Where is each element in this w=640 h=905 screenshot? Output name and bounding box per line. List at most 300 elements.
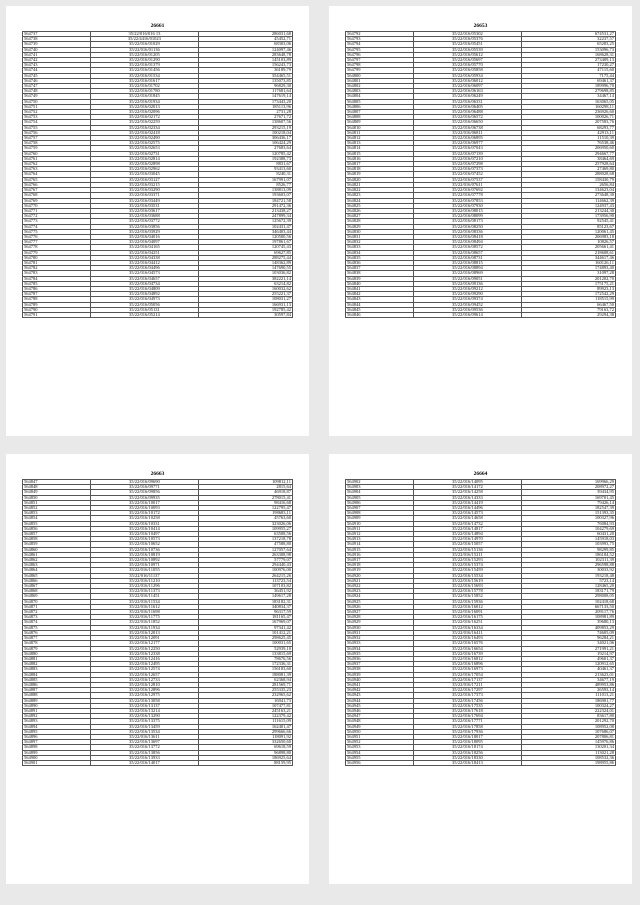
reference-code-cell: 35/22/016/07139 [414,151,521,156]
amount-cell: 47588,80 [198,542,292,547]
amount-cell: 188081,39 [198,672,292,677]
row-id-cell: 564905 [346,495,414,500]
reference-code-cell: 35/22/016/11296 [91,584,198,589]
amount-cell: 147619,14 [198,94,292,99]
row-id-cell: 564776 [23,234,91,239]
amount-cell: 174893,40 [521,266,615,271]
amount-cell: 79163,72 [521,307,615,312]
reference-code-cell: 35/22/016/11210 [91,578,198,583]
row-id-cell: 564915 [346,547,414,552]
reference-code-cell: 35/22/016/11137 [91,573,198,578]
amount-cell: 306436,17 [198,136,292,141]
row-id-cell: 564749 [23,94,91,99]
reference-code-cell: 35/22/016/13137 [91,703,198,708]
row-id-cell: 564806 [346,104,414,109]
row-id-cell: 564940 [346,677,414,682]
amount-cell: 169701,45 [521,495,615,500]
reference-code-cell: 35/22/016/16012 [414,604,521,609]
row-id-cell: 564803 [346,89,414,94]
row-id-cell: 564766 [23,182,91,187]
row-id-cell: 564801 [346,78,414,83]
reference-code-cell: 35/22/016/01617 [91,78,198,83]
reference-code-cell: 35/22/016/06249 [414,94,521,99]
reference-code-cell: 35/22/016/16973 [414,667,521,672]
reference-code-cell: 35/22/016/17535 [414,703,521,708]
reference-code-cell: 35/22/016/13697 [91,740,198,745]
row-id-cell: 564927 [346,610,414,615]
amount-cell: 148362,89 [198,260,292,265]
reference-code-cell: 35/22/016/07537 [414,177,521,182]
amount-cell: 125672,39 [198,219,292,224]
amount-cell: 160298,11 [521,104,615,109]
amount-cell: 213244,30 [521,208,615,213]
reference-code-cell: 35/22/016/15619 [414,578,521,583]
reference-code-cell: 35/22/016/03290 [91,188,198,193]
row-id-cell: 564877 [23,636,91,641]
amount-cell: 207583,76 [521,120,615,125]
row-id-cell: 564954 [346,750,414,755]
row-id-cell: 564853 [23,511,91,516]
row-id-cell: 564813 [346,141,414,146]
row-id-cell: 564805 [346,99,414,104]
row-id-cell: 564754 [23,120,91,125]
row-id-cell: 564768 [23,193,91,198]
amount-cell: 26593,14 [521,688,615,693]
amount-cell: 288275,44 [198,255,292,260]
row-id-cell: 564786 [23,286,91,291]
amount-cell: 60431,20 [521,532,615,537]
amount-cell: 181165,47 [198,615,292,620]
reference-code-cell: 35/22/016/10652 [91,542,198,547]
amount-cell: 247899,34 [198,214,292,219]
amount-cell: 36189,79 [198,68,292,73]
row-id-cell: 564783 [23,271,91,276]
row-id-cell: 564946 [346,708,414,713]
amount-cell: 255221,37 [198,292,292,297]
reference-code-cell: 35/22/016/14658 [414,516,521,521]
row-id-cell: 564831 [346,234,414,239]
row-id-cell: 564935 [346,651,414,656]
reference-code-cell: 35/22/016/14970 [414,537,521,542]
amount-cell: 158430,79 [521,177,615,182]
row-id-cell: 564772 [23,214,91,219]
amount-cell: 182547,39 [521,506,615,511]
row-id-cell: 564880 [23,651,91,656]
reference-code-cell: 35/22/016/01845 [91,94,198,99]
row-id-cell: 564923 [346,589,414,594]
reference-code-cell: 35/22/016/01136 [91,47,198,52]
reference-code-cell: 35/22/016/09690 [91,480,198,485]
amount-cell: 124097,46 [198,47,292,52]
reference-code-cell: 35/22/016/03371 [91,193,198,198]
amount-cell: 193603,07 [198,193,292,198]
amount-cell: 122379,42 [198,714,292,719]
row-id-cell: 564921 [346,578,414,583]
reference-code-cell: 35/22/016/03856 [91,224,198,229]
amount-cell: 279698,85 [521,89,615,94]
row-id-cell: 564815 [346,151,414,156]
reference-code-cell: 35/22/016/12013 [91,630,198,635]
row-id-cell: 564903 [346,485,414,490]
amount-cell: 133815,69 [198,651,292,656]
amount-cell: 52939,10 [198,646,292,651]
reference-code-cell: 35/22/016/01029 [91,42,198,47]
reference-code-cell: 35/22/016/05214 [91,312,198,317]
amount-cell: 156183,60 [198,667,292,672]
amount-cell: 183171,79 [521,589,615,594]
reference-code-cell: 35/22/016/02334 [91,125,198,130]
amount-cell: 257928,64 [521,162,615,167]
row-id-cell: 564785 [23,281,91,286]
amount-cell: 206983,18 [521,234,615,239]
amount-cell: 96317,59 [198,610,292,615]
row-id-cell: 564901 [23,760,91,765]
amount-cell: 11510,39 [521,136,615,141]
amount-cell: 201292,70 [521,719,615,724]
reference-code-cell: 35/22/016/06331 [414,99,521,104]
row-id-cell: 564926 [346,604,414,609]
reference-code-cell: 35/22/016/18330 [414,755,521,760]
reference-code-cell: 35/22/016/09856 [91,490,198,495]
row-id-cell: 564897 [23,740,91,745]
row-id-cell: 564792 [346,32,414,37]
row-id-cell: 564875 [23,625,91,630]
data-table [345,31,616,318]
reference-code-cell: 35/22/016/01205 [91,52,198,57]
amount-cell: 145103,89 [198,58,292,63]
amount-cell: 88159,95 [198,760,292,765]
reference-code-cell: 35/22/016/11373 [91,589,198,594]
reference-code-cell: 35/22/016/07298 [414,162,521,167]
table-body [346,480,616,766]
amount-cell: 169966,29 [521,480,615,485]
amount-cell: 63214,82 [198,281,292,286]
reference-code-cell: 35/22/016/08250 [414,224,521,229]
reference-code-cell: 35/22/016/09935 [91,495,198,500]
row-id-cell: 564743 [23,63,91,68]
amount-cell: 118515,99 [521,297,615,302]
reference-code-cell: 35/22/016/03045 [91,172,198,177]
row-id-cell: 564741 [23,52,91,57]
reference-code-cell: 35/22/016/14496 [414,506,521,511]
row-id-cell: 564889 [23,698,91,703]
amount-cell: 149617,28 [198,594,292,599]
reference-code-cell: 35/22/016/14894 [414,532,521,537]
amount-cell: 107686,07 [521,729,615,734]
row-id-cell: 564773 [23,219,91,224]
reference-code-cell: 35/22/016/08418 [414,234,521,239]
row-id-cell: 564819 [346,172,414,177]
amount-cell: 102311,39 [521,558,615,563]
amount-cell: 207806,81 [521,734,615,739]
reference-code-cell: 35/22/016/14258 [414,490,521,495]
amount-cell: 138607,56 [198,120,292,125]
row-id-cell: 564890 [23,703,91,708]
row-id-cell: 564808 [346,115,414,120]
row-id-cell: 564882 [23,662,91,667]
amount-cell: 109812,11 [198,480,292,485]
amount-cell: 2731,28 [198,110,292,115]
row-id-cell: 564887 [23,688,91,693]
row-id-cell: 564859 [23,542,91,547]
row-id-cell: 564852 [23,506,91,511]
reference-code-cell: 35/22/016/12338 [91,651,198,656]
reference-code-cell: 35/22/016/05131 [91,307,198,312]
amount-cell: 102418,68 [521,599,615,604]
amount-cell: 291472,36 [198,203,292,208]
row-id-cell: 564836 [346,260,414,265]
row-id-cell: 564823 [346,193,414,198]
amount-cell: 7175,44 [521,73,615,78]
row-id-cell: 564820 [346,177,414,182]
amount-cell: 163065,05 [521,99,615,104]
amount-cell: 114662,39 [521,198,615,203]
row-id-cell: 564800 [346,73,414,78]
row-id-cell: 564753 [23,115,91,120]
amount-cell: 40461,37 [521,667,615,672]
row-id-cell: 564747 [23,84,91,89]
row-id-cell: 564774 [23,224,91,229]
row-id-cell: 564796 [346,52,414,57]
amount-cell: 34021,06 [521,641,615,646]
reference-code-cell: 35/22/016/03617 [91,208,198,213]
reference-code-cell: 35/22/016/05612 [414,52,521,57]
amount-cell: 278015,41 [198,495,292,500]
amount-cell: 120745,43 [198,245,292,250]
reference-code-cell: 35/22/016/08173 [414,219,521,224]
reference-code-cell: 35/22/016/08969 [414,271,521,276]
reference-code-cell: 35/22/016/16654 [414,646,521,651]
row-id-cell: 564842 [346,292,414,297]
reference-code-cell: 35/22/016/016 13 [91,32,198,37]
amount-cell: 186901,77 [521,698,615,703]
reference-code-cell: 35/22/016/04097 [91,240,198,245]
row-id-cell: 564904 [346,490,414,495]
reference-code-cell: 35/22/016/12574 [91,667,198,672]
reference-code-cell: 35/22/016/16251 [414,620,521,625]
reference-code-cell: 35/22/016/16175 [414,615,521,620]
reference-code-cell: 35/22/016/16739 [414,651,521,656]
reference-code-cell: 35/22/016/16896 [414,662,521,667]
reference-code-cell: 35/22/016/02259 [91,120,198,125]
reference-code-cell: 35/22/016/15374 [414,563,521,568]
reference-code-cell: 35/22/016/02096 [91,110,198,115]
reference-code-cell: 35/22/016/04809 [91,286,198,291]
reference-code-cell: 35/22/016/03449 [91,198,198,203]
row-id-cell: 564867 [23,584,91,589]
amount-cell: 107103,82 [198,584,292,589]
row-id-cell: 564770 [23,203,91,208]
reference-code-cell: 35/22/016/17694 [414,714,521,719]
amount-cell: 76084,93 [521,521,615,526]
amount-cell: 108532,36 [521,755,615,760]
amount-cell: 113021,28 [521,750,615,755]
row-id-cell: 564756 [23,130,91,135]
data-table [22,479,293,766]
reference-code-cell: 35/22/016/13933 [91,755,198,760]
reference-code-cell: 35/22/016/12657 [91,672,198,677]
row-id-cell: 564856 [23,526,91,531]
amount-cell: 108981,89 [521,615,615,620]
reference-code-cell: 35/22/016/06738 [414,125,521,130]
amount-cell: 39680,13 [521,620,615,625]
row-id-cell: 564780 [23,255,91,260]
row-id-cell: 564866 [23,578,91,583]
reference-code-cell: 35/22/016/10414 [91,526,198,531]
row-id-cell: 564953 [346,745,414,750]
amount-cell: 273409,13 [521,58,615,63]
row-id-cell: 564947 [346,714,414,719]
row-id-cell: 564858 [23,537,91,542]
row-id-cell: 564797 [346,58,414,63]
amount-cell: 27683,64 [198,146,292,151]
amount-cell: 299666,66 [198,729,292,734]
page-title: 26661 [150,23,165,29]
row-id-cell: 564771 [23,208,91,213]
reference-code-cell: 35/22/016/03127 [91,177,198,182]
amount-cell: 173956,90 [521,214,615,219]
amount-cell: 185113,96 [198,104,292,109]
amount-cell: 286031,68 [198,32,292,37]
amount-cell: 8831,67 [198,162,292,167]
reference-code-cell: 35/22/016/06097 [414,84,521,89]
row-id-cell: 564942 [346,688,414,693]
row-id-cell: 564779 [23,250,91,255]
row-id-cell: 564910 [346,521,414,526]
row-id-cell: 564848 [23,485,91,490]
reference-code-cell: 35/22/016/12495 [91,662,198,667]
reference-code-cell: 35/22/016/13214 [91,708,198,713]
row-id-cell: 564832 [346,240,414,245]
row-id-cell: 564844 [346,302,414,307]
reference-code-cell: 35/22/016/05858 [414,68,521,73]
row-id-cell: 564881 [23,656,91,661]
reference-code-cell: 35/22/016/07043 [414,146,521,151]
amount-cell: 103036,82 [198,271,292,276]
table-row [346,760,616,765]
amount-cell: 213623,01 [521,672,615,677]
row-id-cell: 564814 [346,146,414,151]
amount-cell: 245163,21 [198,708,292,713]
table-body [346,32,616,318]
amount-cell: 111013,21 [521,693,615,698]
amount-cell: 145918,03 [521,537,615,542]
reference-code-cell: 35/22/016/04165 [91,245,198,250]
reference-code-cell: 35/22/016/14573 [414,511,521,516]
reference-code-cell: 35/22/016/17297 [414,688,521,693]
amount-cell: 162401,47 [198,724,292,729]
amount-cell: 42913,11 [521,130,615,135]
row-id-cell: 564870 [23,599,91,604]
reference-code-cell: 35/22/016/08336 [414,229,521,234]
row-id-cell: 564911 [346,526,414,531]
row-id-cell: 564833 [346,245,414,250]
amount-cell: 354465,51 [198,73,292,78]
amount-cell: 111615,09 [198,719,292,724]
amount-cell: 102431,47 [198,224,292,229]
reference-code-cell: 35/22/016/09051 [414,276,521,281]
row-id-cell: 564809 [346,120,414,125]
amount-cell: 294667,77 [521,151,615,156]
row-id-cell: 564884 [23,672,91,677]
reference-code-cell: 35/22/016/18095 [414,740,521,745]
amount-cell: 108031,27 [198,297,292,302]
amount-cell: 66467,50 [521,302,615,307]
row-id-cell: 564932 [346,636,414,641]
row-id-cell: 564854 [23,516,91,521]
row-id-cell: 564777 [23,240,91,245]
amount-cell: 30597,84 [198,312,292,317]
row-id-cell: 564822 [346,188,414,193]
reference-code-cell: 35/22/016/10573 [91,537,198,542]
reference-code-cell: 35/22/016/14172 [414,485,521,490]
amount-cell: 222324,01 [521,708,615,713]
reference-code-cell: 35/22/016/08572 [414,245,521,250]
reference-code-cell: 35/22/016/12250 [91,646,198,651]
reference-code-cell: 35/22/016/13856 [91,750,198,755]
row-id-cell: 564740 [23,47,91,52]
reference-code-cell: 35/22/016/17137 [414,677,521,682]
table-body [23,32,293,318]
row-id-cell: 564900 [23,755,91,760]
amount-cell: 45452,71 [198,37,292,42]
row-id-cell: 564795 [346,47,414,52]
reference-code-cell: 35/22/016/10017 [91,500,198,505]
reference-code-cell: 35/22/016/02898 [91,162,198,167]
row-id-cell: 564846 [346,312,414,317]
amount-cell: 62368,94 [198,677,292,682]
reference-code-cell: 35/22/016/18256 [414,750,521,755]
amount-cell: 36451,92 [198,589,292,594]
document-page-2 [329,6,632,436]
reference-code-cell: 35/22/016/07930 [414,203,521,208]
reference-code-cell: 35/22/016/05302 [414,32,521,37]
reference-code-cell: 35/22/016/12975 [91,693,198,698]
row-id-cell: 564752 [23,110,91,115]
amount-cell: 198683,11 [198,511,292,516]
page-title: 26663 [150,471,165,477]
reference-code-cell: 35/22/016/17618 [414,708,521,713]
amount-cell: 323026,06 [198,521,292,526]
row-id-cell: 564826 [346,208,414,213]
reference-code-cell: 35/22/016/01534 [91,73,198,78]
reference-code-cell: 35/22/016/14333 [414,495,521,500]
amount-cell: 120061,45 [521,229,615,234]
reference-code-cell: 35/22/016/01934 [91,99,198,104]
row-id-cell: 564789 [23,302,91,307]
amount-cell: 89923,13 [521,286,615,291]
amount-cell: 100327,96 [521,516,615,521]
reference-code-cell: 35/22/016/13058 [91,698,198,703]
reference-code-cell: 35/22/016/12896 [91,688,198,693]
amount-cell: 160126,11 [521,260,615,265]
amount-cell: 32237,57 [521,37,615,42]
document-page-3 [6,454,309,884]
row-id-cell: 564917 [346,558,414,563]
amount-cell: 45763,60 [198,516,292,521]
row-id-cell: 564894 [23,724,91,729]
row-id-cell: 564928 [346,615,414,620]
row-id-cell: 564907 [346,506,414,511]
amount-cell: 27469,80 [521,167,615,172]
reference-code-cell: 35/22/016/18174 [414,745,521,750]
amount-cell: 138813,09 [198,188,292,193]
reference-code-cell: 35/22/016/02418 [91,130,198,135]
row-id-cell: 564929 [346,620,414,625]
reference-code-cell: 35/22/016/01290 [91,58,198,63]
reference-code-cell: 35/22/016/06163 [414,89,521,94]
row-id-cell: 564888 [23,693,91,698]
